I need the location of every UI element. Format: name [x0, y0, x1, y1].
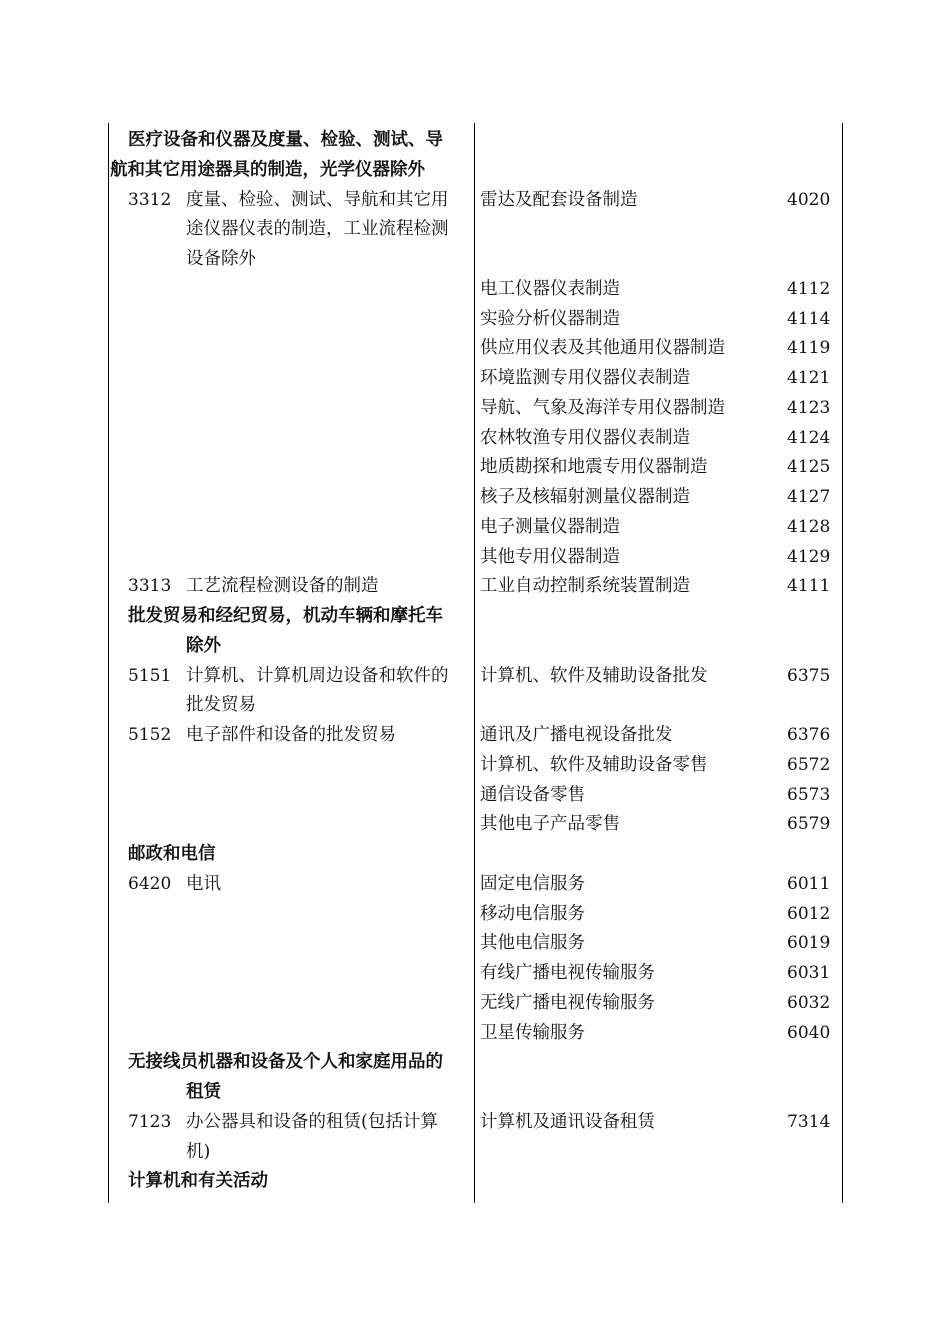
category-code: 4124: [787, 427, 831, 448]
isic-description: 机): [186, 1141, 211, 1162]
category-code: 6579: [787, 814, 831, 835]
isic-description: 办公器具和设备的租赁(包括计算: [186, 1111, 438, 1132]
category-name: 供应用仪表及其他通用仪器制造: [480, 338, 725, 359]
category-code: 6019: [787, 933, 831, 954]
category-code: 4020: [787, 189, 831, 210]
category-code: 6040: [787, 1022, 831, 1043]
isic-description: 工艺流程检测设备的制造: [186, 576, 379, 597]
category-code: 4112: [787, 278, 831, 299]
isic-code: 3312: [128, 189, 172, 210]
category-name: 环境监测专用仪器仪表制造: [480, 368, 690, 388]
isic-description: 度量、检验、测试、导航和其它用: [186, 189, 449, 210]
category-name: 固定电信服务: [480, 873, 585, 894]
section-heading: 航和其它用途器具的制造，光学仪器除外: [110, 159, 425, 180]
isic-description: 批发贸易: [186, 695, 256, 716]
section-heading: 邮政和电信: [128, 844, 216, 864]
isic-description: 电讯: [186, 873, 221, 894]
category-code: 6031: [787, 963, 831, 983]
isic-code: 7123: [128, 1111, 172, 1132]
category-name: 有线广播电视传输服务: [480, 963, 655, 983]
isic-code: 5151: [128, 665, 172, 686]
category-code: 6375: [787, 665, 831, 686]
category-name: 其他专用仪器制造: [480, 546, 620, 567]
isic-code: 6420: [128, 873, 172, 894]
category-name: 核子及核辐射测量仪器制造: [480, 487, 690, 507]
category-name: 其他电信服务: [480, 933, 585, 954]
isic-description: 计算机、计算机周边设备和软件的: [186, 665, 449, 686]
category-name: 无线广播电视传输服务: [480, 992, 655, 1013]
category-name: 计算机及通讯设备租赁: [480, 1111, 655, 1132]
isic-description: 电子部件和设备的批发贸易: [186, 725, 396, 745]
category-code: 6011: [787, 873, 831, 894]
section-heading: 批发贸易和经纪贸易，机动车辆和摩托车: [128, 606, 443, 626]
category-name: 其他电子产品零售: [480, 814, 620, 835]
section-heading: 租赁: [186, 1082, 221, 1102]
category-name: 通信设备零售: [480, 784, 585, 805]
category-code: 6573: [787, 784, 831, 805]
isic-description: 设备除外: [186, 249, 256, 269]
category-name: 农林牧渔专用仪器仪表制造: [480, 427, 690, 448]
section-heading: 除外: [186, 635, 221, 656]
category-code: 4111: [787, 576, 831, 597]
category-code: 4128: [787, 516, 831, 537]
section-heading: 计算机和有关活动: [128, 1171, 268, 1192]
isic-code: 5152: [128, 725, 172, 745]
category-name: 移动电信服务: [480, 903, 585, 924]
section-heading: 医疗设备和仪器及度量、检验、测试、导: [128, 130, 443, 150]
category-name: 工业自动控制系统装置制造: [480, 576, 690, 597]
category-code: 7314: [787, 1111, 831, 1132]
category-code: 6032: [787, 992, 831, 1013]
category-code: 4121: [787, 368, 831, 388]
category-code: 4123: [787, 397, 831, 418]
category-code: 4114: [787, 308, 831, 329]
category-code: 4127: [787, 487, 831, 507]
category-name: 雷达及配套设备制造: [480, 189, 638, 210]
category-name: 计算机、软件及辅助设备零售: [480, 754, 708, 775]
category-code: 6376: [787, 725, 831, 745]
category-name: 导航、气象及海洋专用仪器制造: [480, 397, 725, 418]
category-code: 4125: [787, 457, 831, 478]
section-heading: 无接线员机器和设备及个人和家庭用品的: [128, 1052, 443, 1073]
category-name: 计算机、软件及辅助设备批发: [480, 665, 708, 686]
isic-code: 3313: [128, 576, 172, 597]
category-name: 卫星传输服务: [480, 1022, 585, 1043]
isic-description: 途仪器仪表的制造，工业流程检测: [186, 219, 449, 240]
category-code: 6572: [787, 754, 831, 775]
category-name: 实验分析仪器制造: [480, 308, 620, 329]
category-name: 电工仪器仪表制造: [480, 278, 620, 299]
category-code: 6012: [787, 903, 831, 924]
category-name: 电子测量仪器制造: [480, 516, 620, 537]
category-code: 4129: [787, 546, 831, 567]
category-name: 地质勘探和地震专用仪器制造: [480, 457, 708, 478]
category-name: 通讯及广播电视设备批发: [480, 725, 673, 745]
category-code: 4119: [787, 338, 831, 359]
